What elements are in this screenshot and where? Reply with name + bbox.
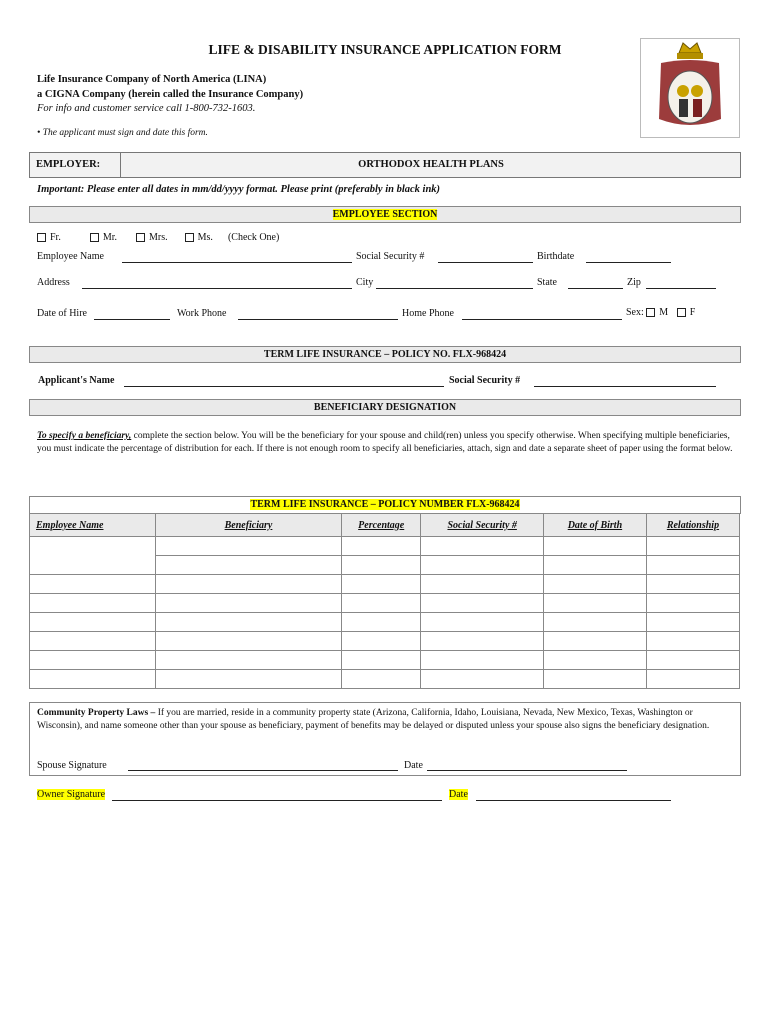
table-cell[interactable] [543,632,646,651]
fr-label: Fr. [50,232,61,243]
table-cell[interactable] [421,632,544,651]
table-cell[interactable] [30,632,156,651]
table-cell[interactable] [421,556,544,575]
table-cell[interactable] [155,670,341,689]
table-cell[interactable] [30,670,156,689]
date-of-hire-label: Date of Hire [37,308,87,319]
table-row [30,594,740,613]
col-beneficiary: Beneficiary [155,514,341,537]
employer-value: ORTHODOX HEALTH PLANS [358,159,504,170]
employee-section-bar [29,206,741,223]
birthdate-label: Birthdate [537,251,575,262]
spouse-signature-field[interactable] [128,770,398,771]
table-cell[interactable] [30,537,156,575]
address-label: Address [37,277,70,288]
table-cell[interactable] [341,670,420,689]
sex-f-label: F [689,307,696,318]
home-phone-label: Home Phone [402,308,454,319]
table-cell[interactable] [30,613,156,632]
state-field[interactable] [568,288,623,289]
employer-label: EMPLOYER: [30,153,121,177]
table-cell[interactable] [646,613,739,632]
beneficiary-instructions [37,430,737,456]
mrs-label: Mrs. [149,232,168,243]
company-line-1: Life Insurance Company of North America (LINA) [37,74,267,85]
table-cell[interactable] [421,651,544,670]
spouse-date-field[interactable] [427,770,627,771]
owner-date-field[interactable] [476,800,671,801]
work-phone-field[interactable] [238,319,398,320]
beneficiary-lead: To specify a beneficiary, [37,431,132,441]
table-cell[interactable] [155,575,341,594]
check-one-label: (Check One) [227,232,280,243]
table-cell[interactable] [30,575,156,594]
table-cell[interactable] [341,632,420,651]
table-cell[interactable] [341,575,420,594]
table-cell[interactable] [155,594,341,613]
ssn-field[interactable] [438,262,533,263]
mrs-checkbox[interactable] [136,233,145,242]
fr-checkbox[interactable] [37,233,46,242]
city-label: City [356,277,374,288]
table-cell[interactable] [30,651,156,670]
table-cell[interactable] [543,537,646,556]
table-cell[interactable] [155,651,341,670]
ssn-label: Social Security # [356,251,425,262]
table-cell[interactable] [543,575,646,594]
col-relationship: Relationship [646,514,739,537]
owner-signature-field[interactable] [112,800,442,801]
table-row [30,632,740,651]
community-property-box [29,702,741,776]
form-title: LIFE & DISABILITY INSURANCE APPLICATION FORM [208,42,562,57]
zip-label: Zip [627,277,641,288]
state-label: State [537,277,557,288]
important-note: Important: Please enter all dates in mm/dd/yyyy format. Please print (preferably in black ink) [37,184,441,195]
col-date-of-birth: Date of Birth [543,514,646,537]
community-lead: Community Property Laws – [37,708,156,718]
work-phone-label: Work Phone [177,308,227,319]
table-row [30,651,740,670]
table-cell[interactable] [543,594,646,613]
table-cell[interactable] [421,575,544,594]
table-cell[interactable] [543,613,646,632]
zip-field[interactable] [646,288,716,289]
employer-row [29,152,741,178]
sex-f-checkbox[interactable] [677,308,686,317]
col-percentage: Percentage [341,514,420,537]
table-title: TERM LIFE INSURANCE – POLICY NUMBER FLX-968424 [250,499,520,510]
table-cell[interactable] [421,613,544,632]
table-cell[interactable] [646,594,739,613]
address-field[interactable] [82,288,352,289]
applicant-ssn-label: Social Security # [449,375,521,386]
employee-section-title: EMPLOYEE SECTION [332,209,438,220]
table-cell[interactable] [155,632,341,651]
table-cell[interactable] [341,651,420,670]
table-row [30,613,740,632]
date-of-hire-field[interactable] [94,319,170,320]
title-checkboxes [37,232,279,243]
table-cell[interactable] [421,537,544,556]
table-cell[interactable] [341,556,420,575]
table-cell[interactable] [646,556,739,575]
table-cell[interactable] [543,556,646,575]
city-field[interactable] [376,288,533,289]
beneficiary-table [29,513,740,689]
company-line-2: a CIGNA Company (herein called the Insurance Company) [37,89,304,100]
table-cell[interactable] [543,651,646,670]
crest-logo [640,38,740,138]
owner-signature-label: Owner Signature [37,789,106,800]
table-cell[interactable] [421,670,544,689]
table-cell[interactable] [155,613,341,632]
applicant-name-field[interactable] [124,386,444,387]
table-cell[interactable] [30,594,156,613]
community-property-text [37,707,733,733]
info-line: For info and customer service call 1-800-732-1603. [37,103,256,114]
table-cell[interactable] [646,575,739,594]
table-cell[interactable] [646,670,739,689]
community-body: If you are married, reside in a community property state (Arizona, California, Idaho, Louisiana, Nevada, New Mexico, Texas, Washington or Wisconsin), and name someone other than your spouse as beneficiary, payment of benefits may be delayed or disputed unless your spouse also signs the beneficiary designation. [37,708,710,731]
ms-checkbox[interactable] [185,233,194,242]
sex-group [626,307,695,318]
employee-name-field[interactable] [122,262,352,263]
beneficiary-text: complete the section below. You will be the beneficiary for your spouse and child(ren) unless you specify otherwise. When specifying multiple beneficiaries, you must indicate the percentage of distribution for each. If there is not enough room to specify all beneficiaries, attach, sign and date a separate sheet of paper using the format below. [37,431,733,454]
table-cell[interactable] [341,594,420,613]
owner-date-label: Date [449,789,468,800]
ms-label: Ms. [197,232,213,243]
col-ssn: Social Security # [421,514,544,537]
applicant-name-label: Applicant's Name [38,375,115,386]
table-cell[interactable] [155,556,341,575]
col-employee-name: Employee Name [30,514,156,537]
table-cell[interactable] [646,537,739,556]
table-title-bar [29,496,741,514]
table-cell[interactable] [341,537,420,556]
mr-checkbox[interactable] [90,233,99,242]
spouse-date-label: Date [404,760,423,771]
sex-m-label: M [659,307,669,318]
table-cell[interactable] [155,537,341,556]
table-row [30,575,740,594]
spouse-signature-label: Spouse Signature [37,760,107,771]
sex-m-checkbox[interactable] [646,308,655,317]
sex-label: Sex: [626,307,644,318]
sign-note: • The applicant must sign and date this form. [37,128,208,138]
table-cell[interactable] [341,613,420,632]
beneficiary-bar: BENEFICIARY DESIGNATION [29,399,741,416]
table-cell[interactable] [543,670,646,689]
table-cell[interactable] [421,594,544,613]
table-row [30,537,740,556]
birthdate-field[interactable] [586,262,671,263]
term-life-bar: TERM LIFE INSURANCE – POLICY NO. FLX-968424 [29,346,741,363]
table-cell[interactable] [646,632,739,651]
home-phone-field[interactable] [462,319,622,320]
employee-name-label: Employee Name [37,251,104,262]
applicant-ssn-field[interactable] [534,386,716,387]
table-row [30,670,740,689]
mr-label: Mr. [102,232,118,243]
table-cell[interactable] [646,651,739,670]
